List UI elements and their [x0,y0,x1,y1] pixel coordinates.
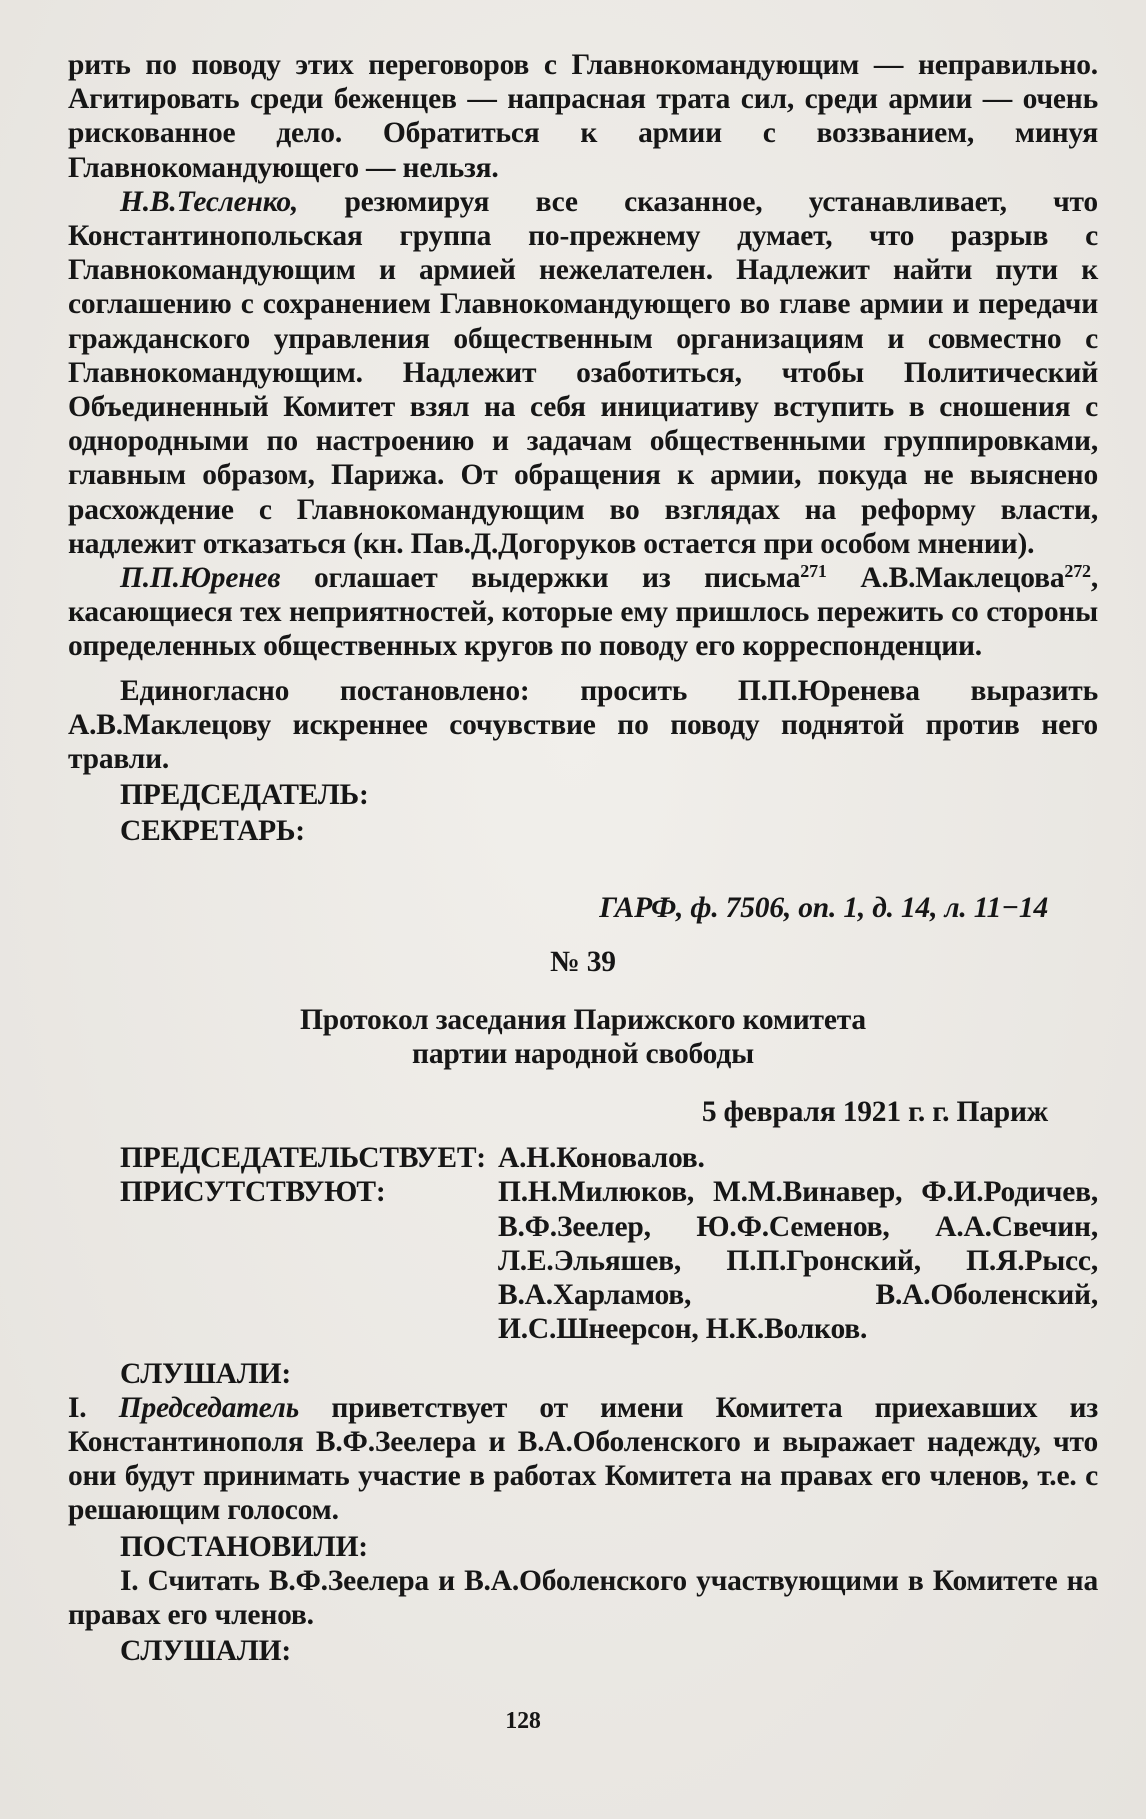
presides-value: А.Н.Коновалов. [498,1142,705,1175]
present-label: ПРИСУТСТВУЮТ: [120,1176,386,1209]
paragraph-teslenko [68,185,1098,561]
page-number: 128 [505,1708,541,1735]
present-value: П.Н.Милюков, М.М.Винавер, Ф.И.Родичев, В.Ф.Зеелер, Ю.Ф.Семенов, А.А.Свечин, Л.Е.Эльяшев, П.П.Гронский, П.Я.Рысс, В.А.Харламов, В.А.Оболенский, И.С.Шнеерсон, Н.К.Волков. [498,1176,1098,1346]
document-number: № 39 [550,945,616,978]
document-title-line: партии народной свободы [412,1038,754,1071]
paragraph-text: оглашает выдержки из письма [280,562,801,595]
item-number: I. [68,1391,119,1424]
speaker-name: П.П.Юренев [120,562,281,595]
chair-signature-label: ПРЕДСЕДАТЕЛЬ: [120,779,369,812]
archive-source: ГАРФ, ф. 7506, оп. 1, д. 14, л. 11−14 [599,891,1048,924]
presides-row [68,1141,1098,1175]
present-row [68,1175,1098,1346]
heard-label: СЛУШАЛИ: [120,1357,292,1390]
resolved-item-1: I. Считать В.Ф.Зеелера и В.А.Оболенского участвующими в Комитете на правах его членов. [68,1564,1098,1631]
paragraph-text: резюмируя все сказанное, устанавливает, что Константинопольская группа по-прежнему думает, что разрыв с Главнокомандующим и армией нежелателен. Надлежит найти пути к соглашению с сохранением Главнокомандующего во главе армии и передачи гражданского управления общественным организациям и совместно с Главнокомандующим. Надлежит озаботиться, чтобы Политический Объединенный Комитет взял на себя инициативу вступить в сношения с однородными по настроению и задачам общественными группировками, главным образом, Парижа. От обращения к армии, покуда не выяснено расхождение с Главнокомандующим во взглядах на реформу власти, надлежит отказаться (кн. Пав.Д.Догоруков остается при особом мнении). [68,185,1098,560]
document-date: 5 февраля 1921 г. г. Париж [701,1096,1048,1129]
speaker-name: Председатель [118,1391,300,1424]
paragraph-resolution: Единогласно постановлено: просить П.П.Юренева выразить А.В.Маклецову искреннее сочувствие по поводу поднятой против него травли. [68,674,1098,776]
speaker-name: Н.В.Тесленко, [120,185,299,218]
paragraph-text: приветствует от имени Комитета приехавших из Константинополя В.Ф.Зеелера и В.А.Оболенского и выражает надежду, что они будут принимать участие в работах Комитета на правах его членов, т.е. с решающим голосом. [68,1391,1098,1527]
heard-item-1 [68,1391,1098,1528]
footnote-ref: 272 [1064,561,1091,582]
presides-label: ПРЕДСЕДАТЕЛЬСТВУЕТ: [120,1142,486,1175]
paragraph-continuation: рить по поводу этих переговоров с Главнокомандующим — неправильно. Агитировать среди беженцев — напрасная трата сил, среди армии — очень рискованное дело. Обратиться к армии с воззванием, минуя Главнокомандующего — нельзя. [68,49,1098,184]
document-title [68,1003,1098,1071]
document-title-line: Протокол заседания Парижского комитета [300,1004,866,1037]
paragraph-text: , касающиеся тех неприятностей, которые ему пришлось пережить со стороны определенных общественных кругов по поводу его корреспонденции. [68,562,1098,663]
resolved-label: ПОСТАНОВИЛИ: [120,1530,368,1563]
page-text [68,48,1098,1739]
paragraph-yurenev [68,561,1098,664]
footnote-ref: 271 [800,561,827,582]
secretary-signature-label: СЕКРЕТАРЬ: [120,815,305,848]
heard-label-2: СЛУШАЛИ: [120,1635,292,1668]
paragraph-text: А.В.Маклецова [826,562,1065,595]
